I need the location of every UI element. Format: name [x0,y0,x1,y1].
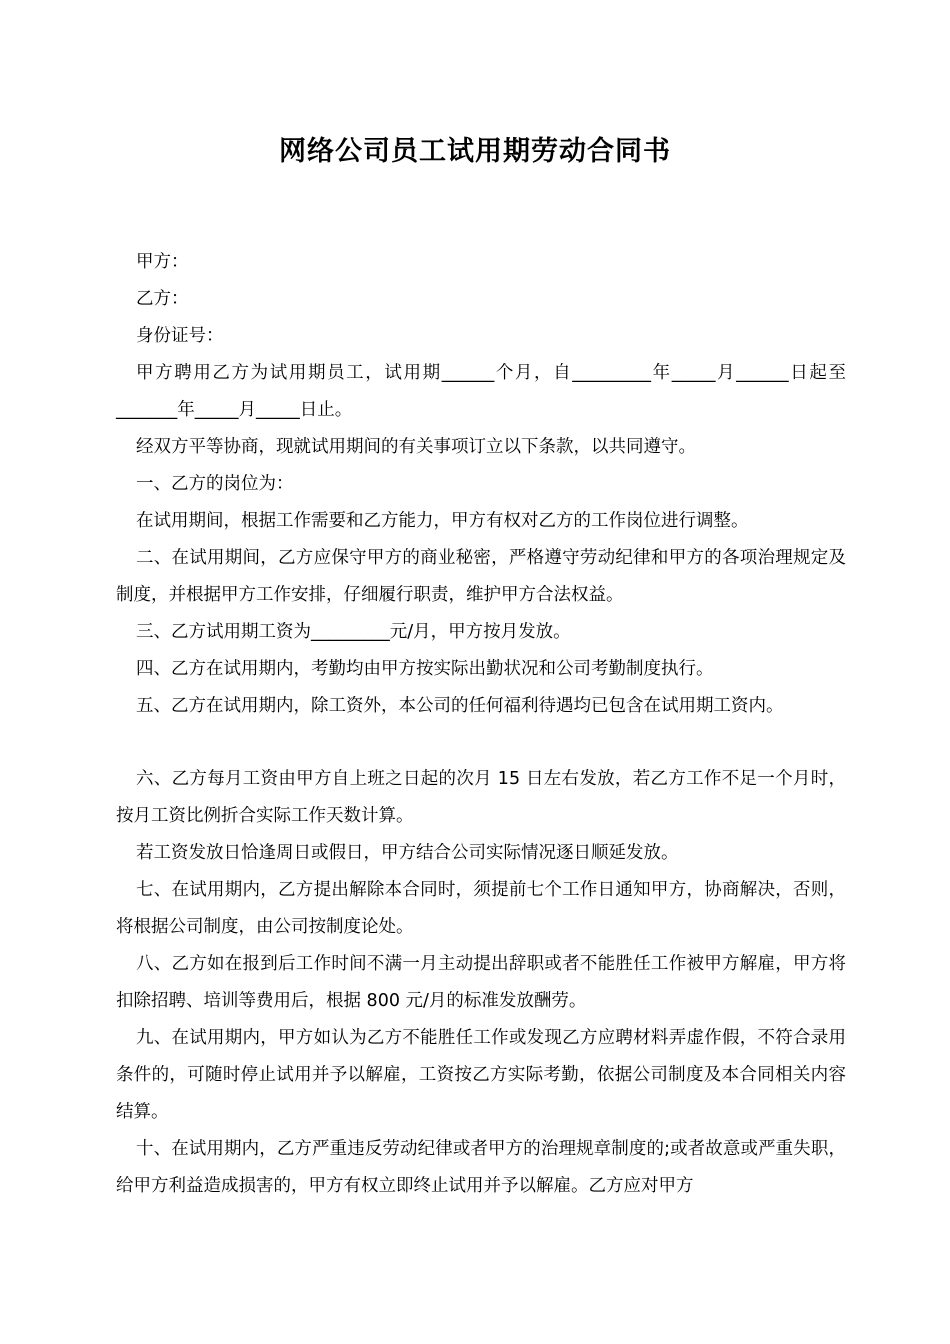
clause-9: 九、在试用期内，甲方如认为乙方不能胜任工作或发现乙方应聘材料弄虚作假，不符合录用条件的，可随时停止试用并予以解雇，工资按乙方实际考勤，依据公司制度及本合同相关内容结算。 [116,1028,846,1122]
clause-7: 七、在试用期内，乙方提出解除本合同时，须提前七个工作日通知甲方，协商解决，否则，将根据公司制度，由公司按制度论处。 [116,880,846,937]
intro-paragraph: 经双方平等协商，现就试用期间的有关事项订立以下条款，以共同遵守。 [136,437,696,457]
clause-3: 三、乙方试用期工资为_________元/月，甲方按月发放。 [136,622,571,642]
document-title: 网络公司员工试用期劳动合同书 [279,136,671,167]
clause-1: 一、乙方的岗位为： [136,474,294,494]
probation-period-paragraph: 甲方聘用乙方为试用期员工，试用期______个月，自_________年_____月______日起至_______年_____月_____日止。 [116,363,846,420]
clause-8: 八、乙方如在报到后工作时间不满一月主动提出辞职或者不能胜任工作被甲方解雇，甲方将扣除招聘、培训等费用后，根据 800 元/月的标准发放酬劳。 [116,954,846,1011]
clause-5: 五、乙方在试用期内，除工资外，本公司的任何福利待遇均已包含在试用期工资内。 [136,696,784,716]
clause-6: 六、乙方每月工资由甲方自上班之日起的次月 15 日左右发放，若乙方工作不足一个月时，按月工资比例折合实际工作天数计算。 [116,769,846,826]
party-a-line: 甲方： [136,252,189,272]
clause-2: 二、在试用期间，乙方应保守甲方的商业秘密，严格遵守劳动纪律和甲方的各项治理规定及制度，并根据甲方工作安排，仔细履行职责，维护甲方合法权益。 [116,548,846,605]
paragraph-gap [116,725,846,761]
clause-6-detail: 若工资发放日恰逢周日或假日，甲方结合公司实际情况逐日顺延发放。 [136,843,679,863]
clause-10: 十、在试用期内，乙方严重违反劳动纪律或者甲方的治理规章制度的;或者故意或严重失职，给甲方利益造成损害的，甲方有权立即终止试用并予以解雇。乙方应对甲方 [116,1139,846,1196]
contract-body [116,244,846,1205]
clause-4: 四、乙方在试用期内，考勤均由甲方按实际出勤状况和公司考勤制度执行。 [136,659,714,679]
party-b-line: 乙方： [136,289,189,309]
clause-1-detail: 在试用期间，根据工作需要和乙方能力，甲方有权对乙方的工作岗位进行调整。 [136,511,749,531]
id-number-line: 身份证号： [136,326,224,346]
